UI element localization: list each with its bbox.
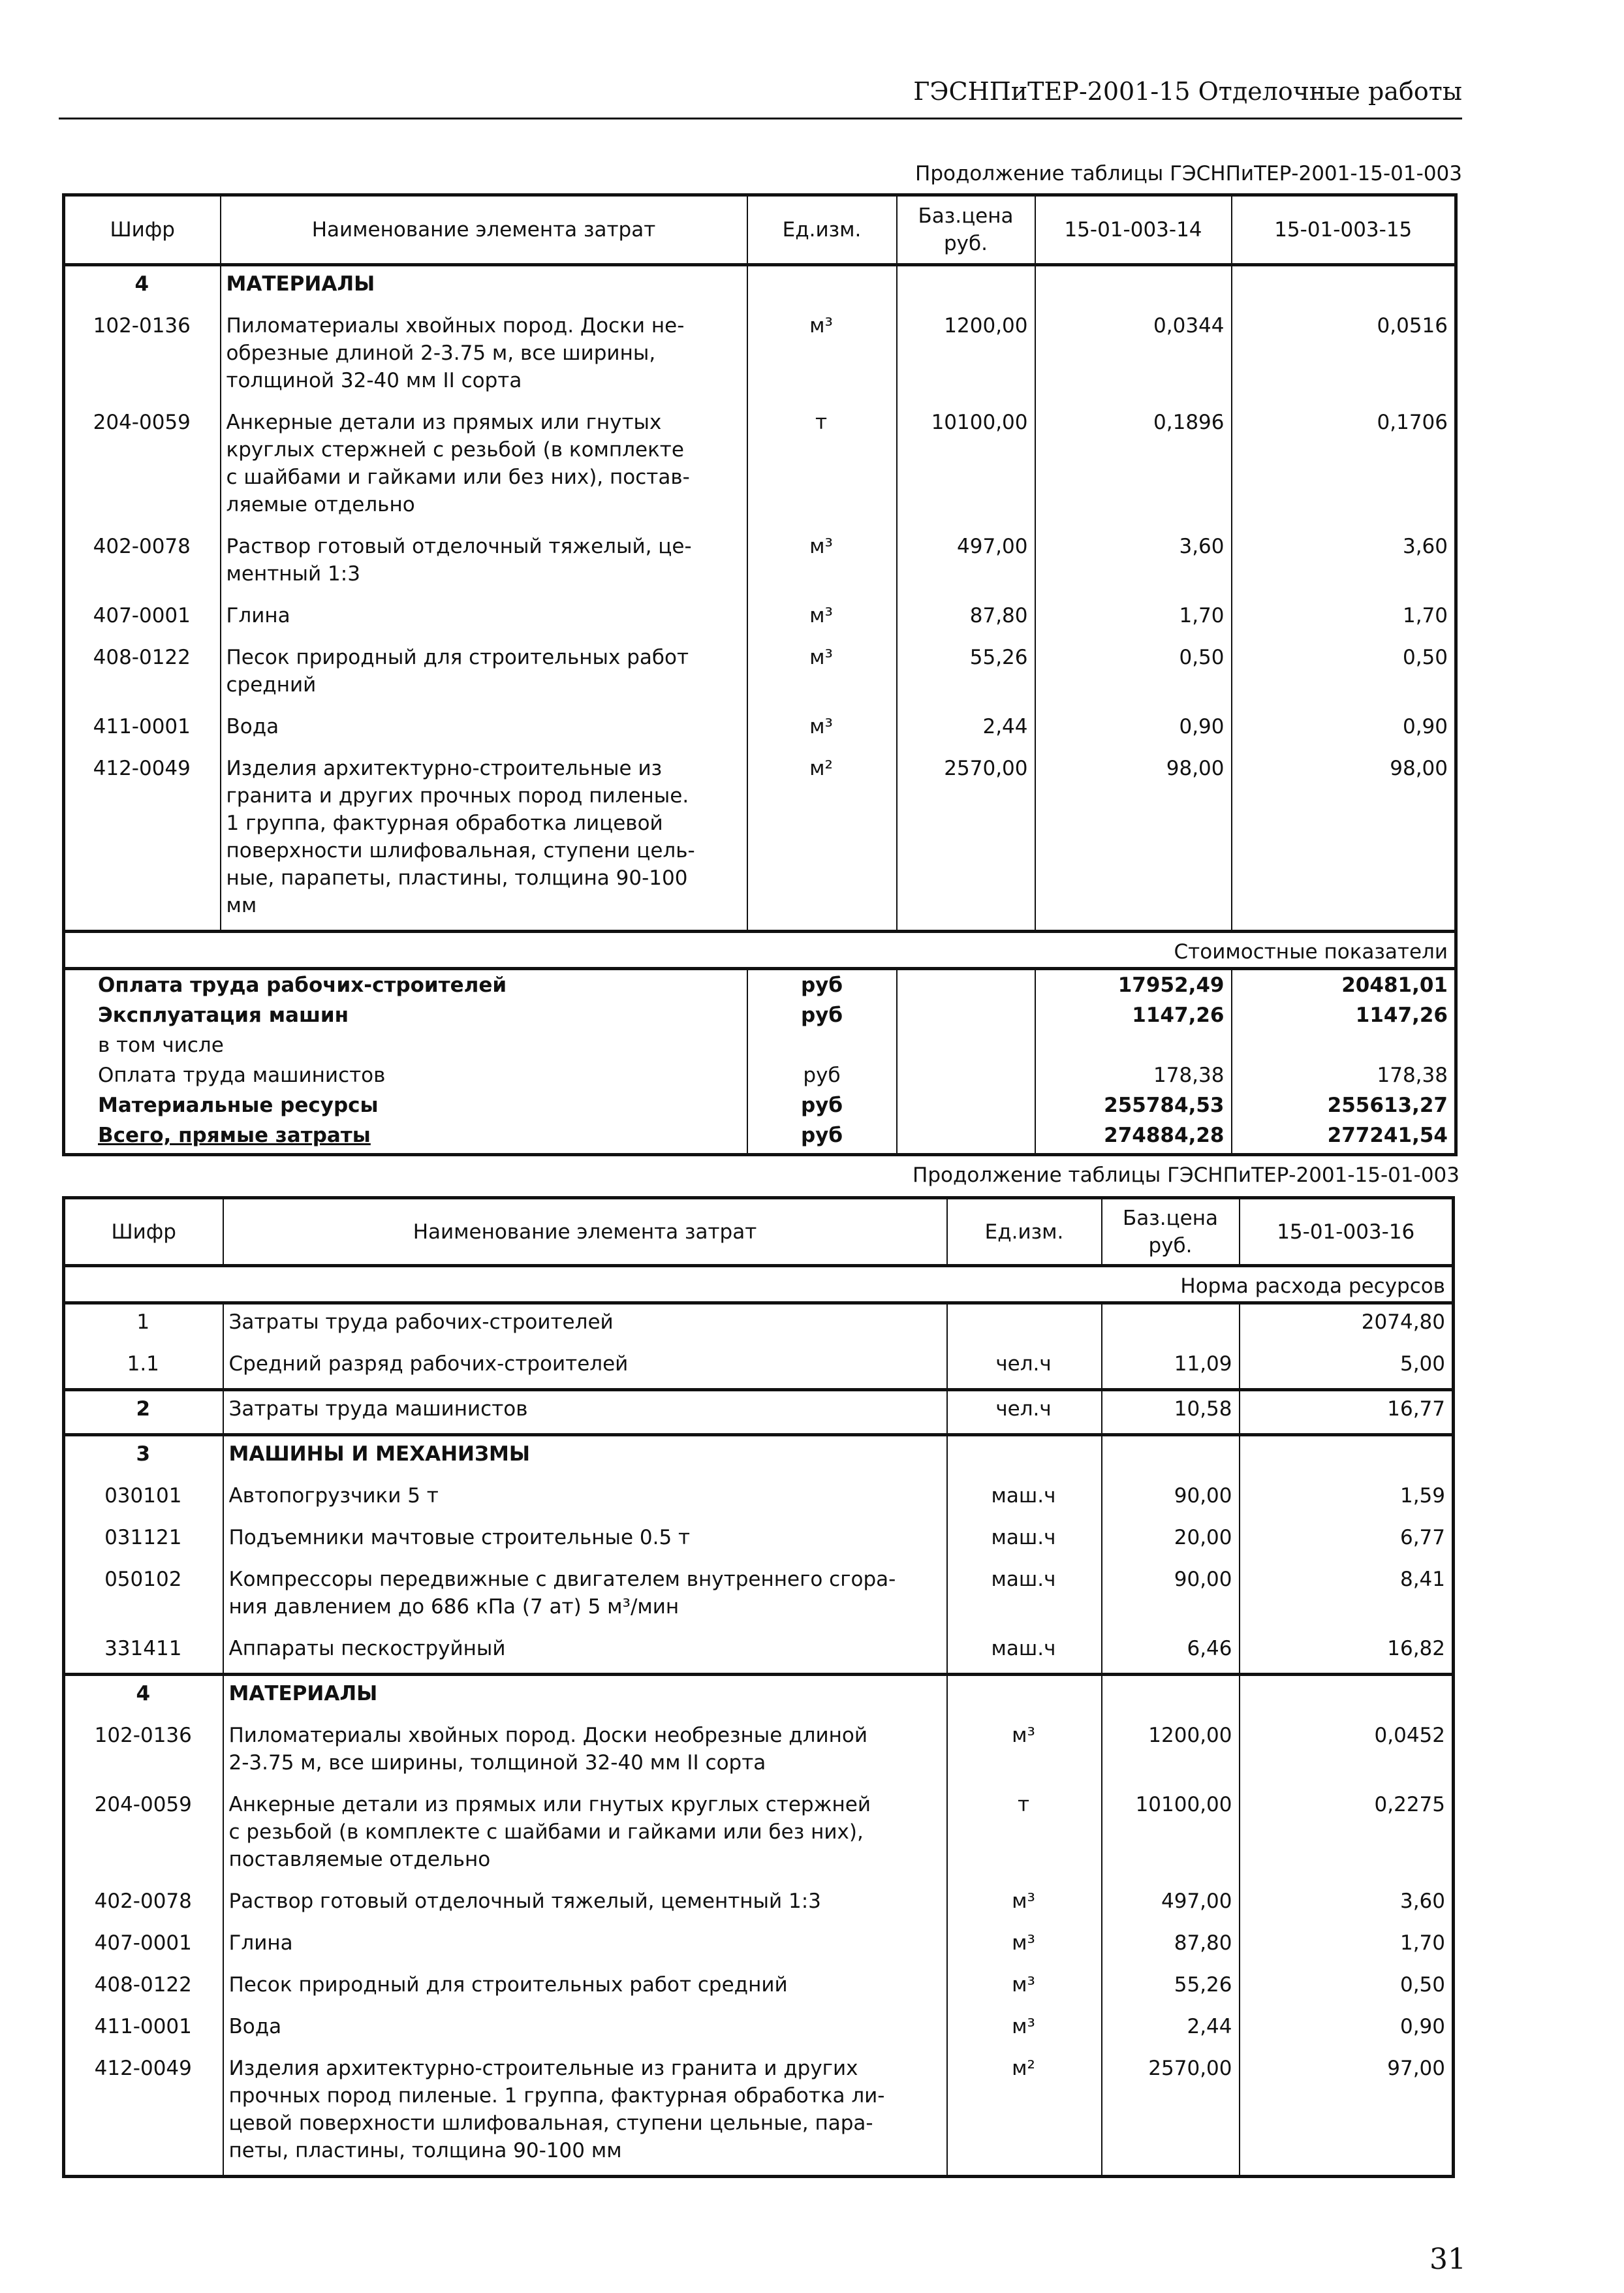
table-row (64, 1787, 1454, 1884)
unit: маш.ч (947, 1478, 1102, 1520)
empty-cell (897, 1090, 1035, 1120)
value-15-01-003-16: 16,82 (1240, 1631, 1454, 1675)
value-15-01-003-16: 97,00 (1240, 2051, 1454, 2177)
summary-value-15: 1147,26 (1232, 1000, 1456, 1030)
resource-code: 402-0078 (64, 1884, 223, 1925)
table-row (64, 1520, 1454, 1562)
unit (947, 1435, 1102, 1479)
unit (947, 1675, 1102, 1718)
empty-cell (897, 1000, 1035, 1030)
resource-name: Автопогрузчики 5 т (223, 1478, 947, 1520)
base-price: 2570,00 (897, 751, 1035, 932)
table-row (64, 2009, 1454, 2051)
header-rule (59, 118, 1462, 119)
value-15-01-003-16 (1240, 1675, 1454, 1718)
header-price: Баз.цена руб. (1102, 1198, 1240, 1266)
unit: маш.ч (947, 1562, 1102, 1631)
empty-cell (1232, 265, 1456, 309)
resource-code: 331411 (64, 1631, 223, 1675)
resource-code: 102-0136 (64, 1718, 223, 1787)
table-row (64, 1967, 1454, 2009)
resource-code: 204-0059 (64, 1787, 223, 1884)
empty-cell (897, 265, 1035, 309)
value-15-01-003-16: 0,0452 (1240, 1718, 1454, 1787)
base-price: 497,00 (1102, 1884, 1240, 1925)
unit: м³ (947, 2009, 1102, 2051)
resource-name: Затраты труда машинистов (223, 1390, 947, 1435)
base-price: 2,44 (897, 709, 1035, 751)
table-row (64, 709, 1456, 751)
value-15-01-003-16: 0,50 (1240, 1967, 1454, 2009)
resource-name: Раствор готовый отделочный тяжелый, цементный 1:3 (223, 1884, 947, 1925)
summary-row (64, 1030, 1456, 1060)
resource-code: 031121 (64, 1520, 223, 1562)
base-price: 2570,00 (1102, 2051, 1240, 2177)
table-row (64, 598, 1456, 640)
resource-code: 407-0001 (64, 598, 221, 640)
section-title: МАТЕРИАЛЫ (221, 265, 747, 309)
resource-code: 204-0059 (64, 405, 221, 529)
resource-code: 1 (64, 1303, 223, 1347)
resource-name: Анкерные детали из прямых или гнутых круглых стержней с резьбой (в комплекте с шайбами и гайками или без них), поставляемые отдельно (223, 1787, 947, 1884)
resource-name: МАШИНЫ И МЕХАНИЗМЫ (223, 1435, 947, 1479)
summary-label: Эксплуатация машин (64, 1000, 747, 1030)
summary-unit (747, 1030, 897, 1060)
section-code: 4 (64, 265, 221, 309)
base-price: 90,00 (1102, 1478, 1240, 1520)
resource-code: 2 (64, 1390, 223, 1435)
table-row (64, 405, 1456, 529)
summary-unit: руб (747, 969, 897, 1001)
value-15-01-003-15: 1,70 (1232, 598, 1456, 640)
resource-code: 411-0001 (64, 709, 221, 751)
base-price: 87,80 (1102, 1925, 1240, 1967)
table-row (64, 1925, 1454, 1967)
unit: м³ (747, 709, 897, 751)
value-15-01-003-15: 0,50 (1232, 640, 1456, 709)
table-row (64, 1346, 1454, 1390)
resource-name: Раствор готовый отделочный тяжелый, це- ментный 1:3 (221, 529, 747, 598)
base-price: 1200,00 (1102, 1718, 1240, 1787)
resource-code: 412-0049 (64, 751, 221, 932)
summary-row (64, 969, 1456, 1001)
summary-label: Материальные ресурсы (64, 1090, 747, 1120)
unit (947, 1303, 1102, 1347)
unit: маш.ч (947, 1520, 1102, 1562)
unit: м³ (947, 1925, 1102, 1967)
base-price: 10100,00 (1102, 1787, 1240, 1884)
header-name: Наименование элемента затрат (221, 195, 747, 265)
unit: м³ (947, 1718, 1102, 1787)
table1-caption: Продолжение таблицы ГЭСНПиТЕР-2001-15-01-003 (915, 162, 1462, 185)
value-15-01-003-14: 98,00 (1035, 751, 1232, 932)
value-15-01-003-14: 3,60 (1035, 529, 1232, 598)
resource-code: 030101 (64, 1478, 223, 1520)
value-15-01-003-16: 3,60 (1240, 1884, 1454, 1925)
resource-code: 1.1 (64, 1346, 223, 1390)
value-15-01-003-14: 1,70 (1035, 598, 1232, 640)
table-row (64, 1718, 1454, 1787)
resource-code: 407-0001 (64, 1925, 223, 1967)
header-unit: Ед.изм. (947, 1198, 1102, 1266)
value-15-01-003-16: 5,00 (1240, 1346, 1454, 1390)
band-row (64, 932, 1456, 969)
resource-name: Пиломатериалы хвойных пород. Доски необрезные длиной 2-3.75 м, все ширины, толщиной 32-40 мм II сорта (223, 1718, 947, 1787)
resource-name: Пиломатериалы хвойных пород. Доски не- обрезные длиной 2-3.75 м, все ширины, толщиной 32-40 мм II сорта (221, 308, 747, 405)
summary-value-14 (1035, 1030, 1232, 1060)
unit: м³ (747, 640, 897, 709)
summary-value-14: 178,38 (1035, 1060, 1232, 1090)
empty-cell (897, 969, 1035, 1001)
page-number: 31 (1429, 2243, 1466, 2276)
table-row (64, 1303, 1454, 1347)
resource-name: Глина (221, 598, 747, 640)
base-price: 11,09 (1102, 1346, 1240, 1390)
unit: т (947, 1787, 1102, 1884)
value-15-01-003-14: 0,0344 (1035, 308, 1232, 405)
table-row (64, 1562, 1454, 1631)
value-15-01-003-16: 8,41 (1240, 1562, 1454, 1631)
resource-name: Песок природный для строительных работ средний (221, 640, 747, 709)
base-price: 10,58 (1102, 1390, 1240, 1435)
value-15-01-003-15: 98,00 (1232, 751, 1456, 932)
table2-caption: Продолжение таблицы ГЭСНПиТЕР-2001-15-01-003 (913, 1163, 1460, 1187)
resource-code: 408-0122 (64, 640, 221, 709)
base-price (1102, 1675, 1240, 1718)
unit: м³ (747, 308, 897, 405)
value-15-01-003-14: 0,50 (1035, 640, 1232, 709)
unit: м² (747, 751, 897, 932)
unit: чел.ч (947, 1346, 1102, 1390)
table-row (64, 1478, 1454, 1520)
resource-name: Вода (221, 709, 747, 751)
base-price (1102, 1435, 1240, 1479)
value-15-01-003-14: 0,1896 (1035, 405, 1232, 529)
header-code: Шифр (64, 1198, 223, 1266)
base-price: 497,00 (897, 529, 1035, 598)
resource-code: 408-0122 (64, 1967, 223, 2009)
resource-name: Аппараты пескоструйный (223, 1631, 947, 1675)
value-15-01-003-16 (1240, 1435, 1454, 1479)
header-name: Наименование элемента затрат (223, 1198, 947, 1266)
band-row (64, 1266, 1454, 1303)
summary-value-15 (1232, 1030, 1456, 1060)
header-col-16: 15-01-003-16 (1240, 1198, 1454, 1266)
empty-cell (897, 1030, 1035, 1060)
summary-row (64, 1090, 1456, 1120)
unit: маш.ч (947, 1631, 1102, 1675)
resource-code: 402-0078 (64, 529, 221, 598)
value-15-01-003-16: 1,59 (1240, 1478, 1454, 1520)
unit: м³ (747, 598, 897, 640)
resource-code: 102-0136 (64, 308, 221, 405)
value-15-01-003-16: 6,77 (1240, 1520, 1454, 1562)
resource-name: Компрессоры передвижные с двигателем внутреннего сгора- ния давлением до 686 кПа (7 ат) 5 м³/мин (223, 1562, 947, 1631)
base-price: 20,00 (1102, 1520, 1240, 1562)
summary-label: в том числе (64, 1030, 747, 1060)
summary-value-15: 178,38 (1232, 1060, 1456, 1090)
base-price: 2,44 (1102, 2009, 1240, 2051)
unit: т (747, 405, 897, 529)
base-price: 55,26 (897, 640, 1035, 709)
unit: м³ (947, 1884, 1102, 1925)
value-15-01-003-14: 0,90 (1035, 709, 1232, 751)
empty-cell (747, 265, 897, 309)
base-price: 10100,00 (897, 405, 1035, 529)
resource-name: Глина (223, 1925, 947, 1967)
resource-name: Песок природный для строительных работ средний (223, 1967, 947, 2009)
summary-unit: руб (747, 1090, 897, 1120)
unit: м³ (947, 1967, 1102, 2009)
value-15-01-003-15: 0,1706 (1232, 405, 1456, 529)
base-price: 55,26 (1102, 1967, 1240, 2009)
value-15-01-003-15: 3,60 (1232, 529, 1456, 598)
base-price: 90,00 (1102, 1562, 1240, 1631)
table-row (64, 1631, 1454, 1675)
summary-row (64, 1000, 1456, 1030)
section-row (64, 265, 1456, 309)
value-15-01-003-16: 0,2275 (1240, 1787, 1454, 1884)
summary-value-14: 274884,28 (1035, 1120, 1232, 1155)
resource-code: 411-0001 (64, 2009, 223, 2051)
resource-code: 412-0049 (64, 2051, 223, 2177)
resource-name: Изделия архитектурно-строительные из гранита и других прочных пород пиленые. 1 группа, фактурная обработка ли- цевой поверхности шлифовальная, ступени цельные, пара- петы, пластины, толщина 90-100 мм (223, 2051, 947, 2177)
header-code: Шифр (64, 195, 221, 265)
resource-name: Анкерные детали из прямых или гнутых круглых стержней с резьбой (в комплекте с шайбами и гайками или без них), постав- ляемые отдельно (221, 405, 747, 529)
value-15-01-003-16: 0,90 (1240, 2009, 1454, 2051)
value-15-01-003-16: 16,77 (1240, 1390, 1454, 1435)
summary-value-15: 277241,54 (1232, 1120, 1456, 1155)
table-row (64, 308, 1456, 405)
running-header: ГЭСНПиТЕР-2001-15 Отделочные работы (913, 77, 1462, 106)
summary-unit: руб (747, 1060, 897, 1090)
summary-value-14: 255784,53 (1035, 1090, 1232, 1120)
header-unit: Ед.изм. (747, 195, 897, 265)
summary-value-14: 1147,26 (1035, 1000, 1232, 1030)
base-price: 1200,00 (897, 308, 1035, 405)
band-label: Стоимостные показатели (64, 932, 1456, 969)
table-row (64, 1884, 1454, 1925)
unit: чел.ч (947, 1390, 1102, 1435)
value-15-01-003-15: 0,0516 (1232, 308, 1456, 405)
summary-row (64, 1060, 1456, 1090)
base-price: 87,80 (897, 598, 1035, 640)
resource-name: Средний разряд рабочих-строителей (223, 1346, 947, 1390)
resource-name: Вода (223, 2009, 947, 2051)
empty-cell (897, 1060, 1035, 1090)
header-col-15: 15-01-003-15 (1232, 195, 1456, 265)
table-row (64, 640, 1456, 709)
summary-label: Всего, прямые затраты (64, 1120, 747, 1155)
resource-name: Подъемники мачтовые строительные 0.5 т (223, 1520, 947, 1562)
summary-unit: руб (747, 1000, 897, 1030)
summary-row (64, 1120, 1456, 1155)
summary-value-15: 20481,01 (1232, 969, 1456, 1001)
summary-label: Оплата труда рабочих-строителей (64, 969, 747, 1001)
base-price (1102, 1303, 1240, 1347)
table-row (64, 2051, 1454, 2177)
table2 (62, 1196, 1455, 2178)
summary-value-15: 255613,27 (1232, 1090, 1456, 1120)
value-15-01-003-16: 1,70 (1240, 1925, 1454, 1967)
base-price: 6,46 (1102, 1631, 1240, 1675)
resource-code: 050102 (64, 1562, 223, 1631)
resource-name: МАТЕРИАЛЫ (223, 1675, 947, 1718)
summary-label: Оплата труда машинистов (64, 1060, 747, 1090)
resource-name: Затраты труда рабочих-строителей (223, 1303, 947, 1347)
table-row (64, 751, 1456, 932)
header-col-14: 15-01-003-14 (1035, 195, 1232, 265)
band-label: Норма расхода ресурсов (1180, 1274, 1445, 1298)
header-price: Баз.цена руб. (897, 195, 1035, 265)
table1 (62, 193, 1458, 1156)
summary-value-14: 17952,49 (1035, 969, 1232, 1001)
table-row (64, 1390, 1454, 1435)
resource-code: 4 (64, 1675, 223, 1718)
unit: м² (947, 2051, 1102, 2177)
value-15-01-003-16: 2074,80 (1240, 1303, 1454, 1347)
table-row (64, 1675, 1454, 1718)
empty-cell (1035, 265, 1232, 309)
table-row (64, 529, 1456, 598)
resource-name: Изделия архитектурно-строительные из гранита и других прочных пород пиленые. 1 группа, фактурная обработка лицевой поверхности шлифовальная, ступени цель- ные, парапеты, пластины, толщина 90-100 мм (221, 751, 747, 932)
value-15-01-003-15: 0,90 (1232, 709, 1456, 751)
empty-cell (897, 1120, 1035, 1155)
table-row (64, 1435, 1454, 1479)
resource-code: 3 (64, 1435, 223, 1479)
summary-unit: руб (747, 1120, 897, 1155)
unit: м³ (747, 529, 897, 598)
